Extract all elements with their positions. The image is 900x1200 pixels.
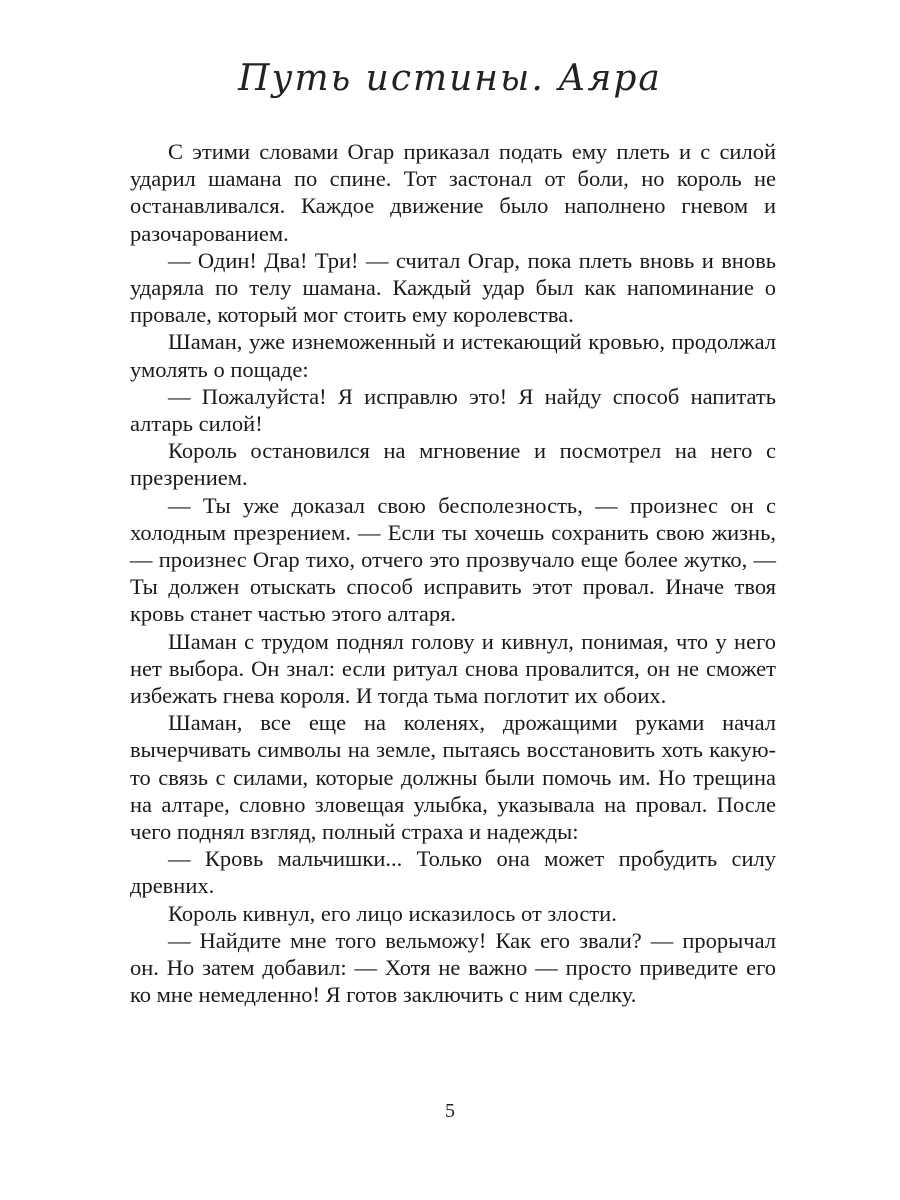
running-header: Путь истины. Аяра (238, 58, 662, 99)
paragraph: Шаман, уже изнеможенный и истекающий кровью, продолжал умолять о пощаде: (130, 329, 776, 382)
paragraph: — Пожалуйста! Я исправлю это! Я найду способ напитать алтарь силой! (130, 383, 776, 437)
paragraph: — Кровь мальчишки... Только она может пробудить силу древних. (130, 846, 776, 899)
paragraph: — Найдите мне того вельможу! Как его звали? — прорычал он. Но затем добавил: — Хотя не важно — просто приведите его ко мне немедленно! Я готов заключить с ним сделку. (130, 927, 776, 1008)
body-text (130, 138, 776, 1009)
paragraph: С этими словами Огар приказал подать ему плеть и с силой ударил шамана по спине. Тот застонал от боли, но король не останавливался. Каждое движение было наполнено гневом и разочарованием. (130, 139, 776, 246)
page-number: 5 (445, 1100, 455, 1122)
paragraph: Король кивнул, его лицо исказилось от злости. (168, 900, 617, 926)
paragraph: — Ты уже доказал свою бесполезность, — произнес он с холодным презрением. — Если ты хочешь сохранить свою жизнь, — произнес Огар тихо, отчего это прозвучало еще более жутко, — Ты должен отыскать способ исправить этот провал. Иначе твоя кровь станет частью этого алтаря. (130, 492, 776, 627)
paragraph: Шаман, все еще на коленях, дрожащими руками начал вычерчивать символы на земле, пытаясь восстановить хоть какую-то связь с силами, которые должны были помочь им. Но трещина на алтаре, словно зловещая улыбка, указывала на провал. После чего поднял взгляд, полный страха и надежды: (130, 710, 776, 845)
paragraph: Шаман с трудом поднял голову и кивнул, понимая, что у него нет выбора. Он знал: если ритуал снова провалится, он не сможет избежать гнева короля. И тогда тьма поглотит их обоих. (130, 628, 776, 709)
paragraph: — Один! Два! Три! — считал Огар, пока плеть вновь и вновь ударяла по телу шамана. Каждый удар был как напоминание о провале, который мог стоить ему королевства. (130, 247, 776, 328)
paragraph: Король остановился на мгновение и посмотрел на него с презрением. (130, 438, 776, 491)
